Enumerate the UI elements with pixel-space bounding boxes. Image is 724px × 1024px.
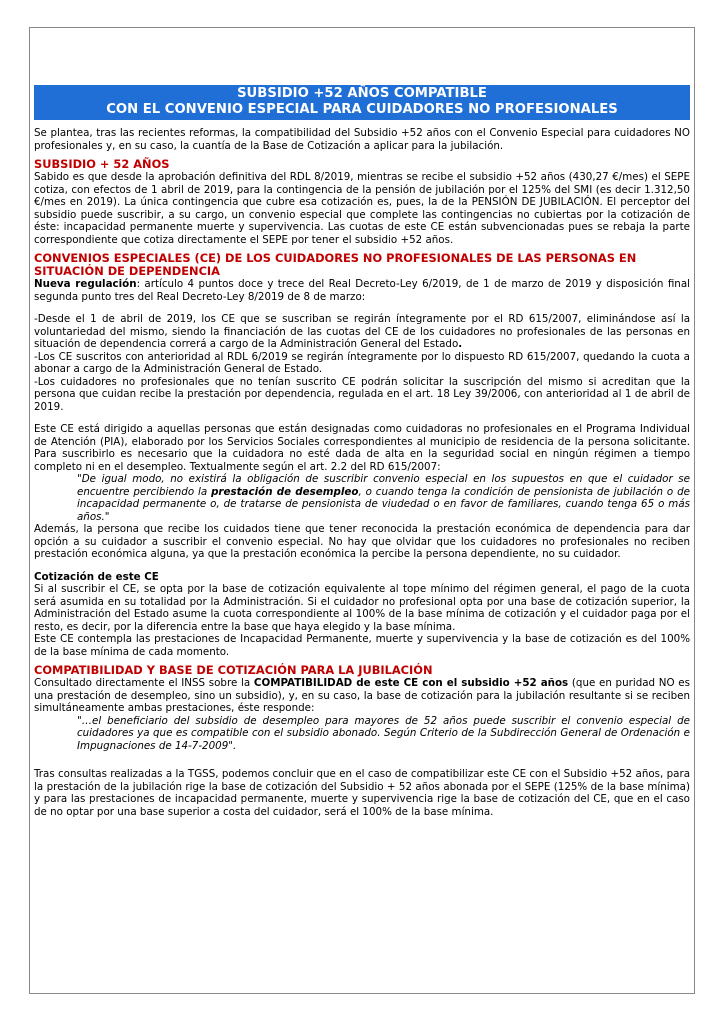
bullet-1 xyxy=(34,313,690,351)
section-heading-subsidio: SUBSIDIO + 52 AÑOS xyxy=(34,157,170,171)
subheading-cotizacion xyxy=(34,571,690,584)
section-heading-compatibilidad: COMPATIBILIDAD Y BASE DE COTIZACIÓN PARA LA JUBILACIÓN xyxy=(34,663,433,677)
bullet-1-text: -Desde el 1 de abril de 2019, los CE que se suscriban se regirán íntegramente por el RD 615/2007, eliminándose así la voluntariedad del mismo, siendo la financiación de las cuotas del CE de los cuidadores no profesionales de las personas en situación de dependencia correrá a cargo de la Administración General del Estado xyxy=(34,313,690,350)
bullet-3: -Los cuidadores no profesionales que no tenían suscrito CE podrán solicitar la suscripción del mismo si acreditan que la persona que cuidan recibe la prestación por dependencia, regulada en el art. 18 Ley 39/2006, con anterioridad al 1 de abril de 2019. xyxy=(34,375,690,413)
subheading-cotizacion-text: Cotización de este CE xyxy=(34,570,159,583)
quote-part-2: , o cuando tenga la condición de pensionista de jubilación o de incapacidad permanente o, de tratarse de pensionista de viudedad o en favor de familiares, cuando tenga 65 o más años." xyxy=(77,485,690,523)
regulation-paragraph xyxy=(34,278,690,303)
bullet-2: -Los CE suscritos con anterioridad al RDL 6/2019 se regirán íntegramente por lo dispuesto RD 615/2007, quedando la cuota a abonar a cargo de la Administración General de Estado. xyxy=(34,350,690,375)
ce-description-paragraph: Este CE está dirigido a aquellas personas que están designadas como cuidadoras no profesionales en el Programa Individual de Atención (PIA), elaborado por los Servicios Sociales correspondientes al municipio de residencia de la persona solicitante. Para suscribirlo es necesario que la cuidadora no esté dada de alta en la seguridad social en ningún régimen a tiempo completo ni en el desempleo. Textualmente según el art. 2.2 del RD 615/2007: xyxy=(34,423,690,473)
regulation-text: : artículo 4 puntos doce y trece del Real Decreto-Ley 6/2019, de 1 de marzo de 2019 y disposición final segunda punto tres del Real Decreto-Ley 8/2019 de 8 de marzo: xyxy=(34,278,690,303)
cotizacion-paragraph-1: Si al suscribir el CE, se opta por la base de cotización equivalente al tope mínimo del régimen general, el pago de la cuota será asumida en su totalidad por la Administración. Si el cuidador no profesional opta por una base de cotización superior, la Administración del Estado asume la cuota correspondiente al 100% de la base mínima de cotización y el cuidador paga por el resto, es decir, por la diferencia entre la base que haya elegido y la base mínima. xyxy=(34,583,690,633)
conclusion-paragraph: Tras consultas realizadas a la TGSS, podemos concluir que en el caso de compatibilizar este CE con el Subsidio +52 años, para la prestación de la jubilación rige la base de cotización del Subsidio + 52 años abonada por el SEPE (125% de la base mínima) y para las prestaciones de incapacidad permanente, muerte y supervivencia rige la base de cotización del CE, que en el caso de no optar por una base superior a costa del cuidador, será el 100% de la base mínima. xyxy=(34,768,690,818)
quote-emphasis: prestación de desempleo xyxy=(211,485,359,498)
compat-emphasis: COMPATIBILIDAD de este CE con el subsidio +52 años xyxy=(253,677,569,689)
compatibilidad-paragraph xyxy=(34,677,690,715)
dependency-paragraph: Además, la persona que recibe los cuidados tiene que tener reconocida la prestación económica de dependencia para dar opción a su cuidador a suscribir el convenio especial. No hay que olvidar que los cuidadores no profesionales no reciben prestación económica alguna, ya que la prestación económica la percibe la persona dependiente, no su cuidador. xyxy=(34,523,690,560)
compat-part-2: (que en puridad NO es una prestación de desempleo, sino un subsidio), y, en su caso, la base de cotización para la jubilación resultante si se reciben simultáneamente ambas prestaciones, éste responde: xyxy=(34,677,691,714)
quote-inss: "…el beneficiario del subsidio de desempleo para mayores de 52 años puede suscribir el convenio especial de cuidadores ya que es compatible con el subsidio abonado. Según Criterio de la Subdirección General de Ordenación e Impugnaciones de 14-7-2009". xyxy=(77,714,690,752)
section-heading-convenios: CONVENIOS ESPECIALES (CE) DE LOS CUIDADORES NO PROFESIONALES DE LAS PERSONAS EN SITUACIÓN DE DEPENDENCIA xyxy=(34,251,637,278)
intro-paragraph: Se plantea, tras las recientes reformas, la compatibilidad del Subsidio +52 años con el Convenio Especial para cuidadores NO profesionales y, en su caso, la cuantía de la Base de Cotización a aplicar para la jubilación. xyxy=(34,127,690,152)
bullet-1-end: . xyxy=(458,338,463,350)
compat-part-1: Consultado directamente el INSS sobre la xyxy=(34,677,254,689)
quote-rd-615 xyxy=(77,473,690,523)
quote-part-1: "De igual modo, no existirá la obligación de suscribir convenio especial en los supuestos en que el cuidador se encuentre percibiendo la xyxy=(77,473,690,498)
title-line-1: SUBSIDIO +52 AÑOS COMPATIBLE xyxy=(237,86,487,101)
cotizacion-paragraph-2: Este CE contempla las prestaciones de Incapacidad Permanente, muerte y supervivencia y la base de cotización es del 100% de la base mínima de cada momento. xyxy=(34,633,690,658)
title-line-2: CON EL CONVENIO ESPECIAL PARA CUIDADORES NO PROFESIONALES xyxy=(106,102,618,117)
title-banner xyxy=(34,85,690,120)
regulation-label: Nueva regulación xyxy=(34,278,137,290)
document-body xyxy=(34,85,690,818)
subsidio-paragraph: Sabido es que desde la aprobación definitiva del RDL 8/2019, mientras se recibe el subsidio +52 años (430,27 €/mes) el SEPE cotiza, con efectos de 1 abril de 2019, para la contingencia de la pensión de jubilación por el 125% del SMI (es decir 1.312,50 €/mes en 2019). La única contingencia que cubre esa cotización es, pues, la de la PENSIÓN DE JUBILACIÓN. El perceptor del subsidio puede suscribir, a su cargo, un convenio especial que complete las contingencias no cubiertas por la cotización de éste: incapacidad permanente muerte y supervivencia. Las cuotas de este CE están subvencionadas pues se rebaja la parte correspondiente que cotiza directamente el SEPE por tener el subsidio +52 años. xyxy=(34,171,690,246)
